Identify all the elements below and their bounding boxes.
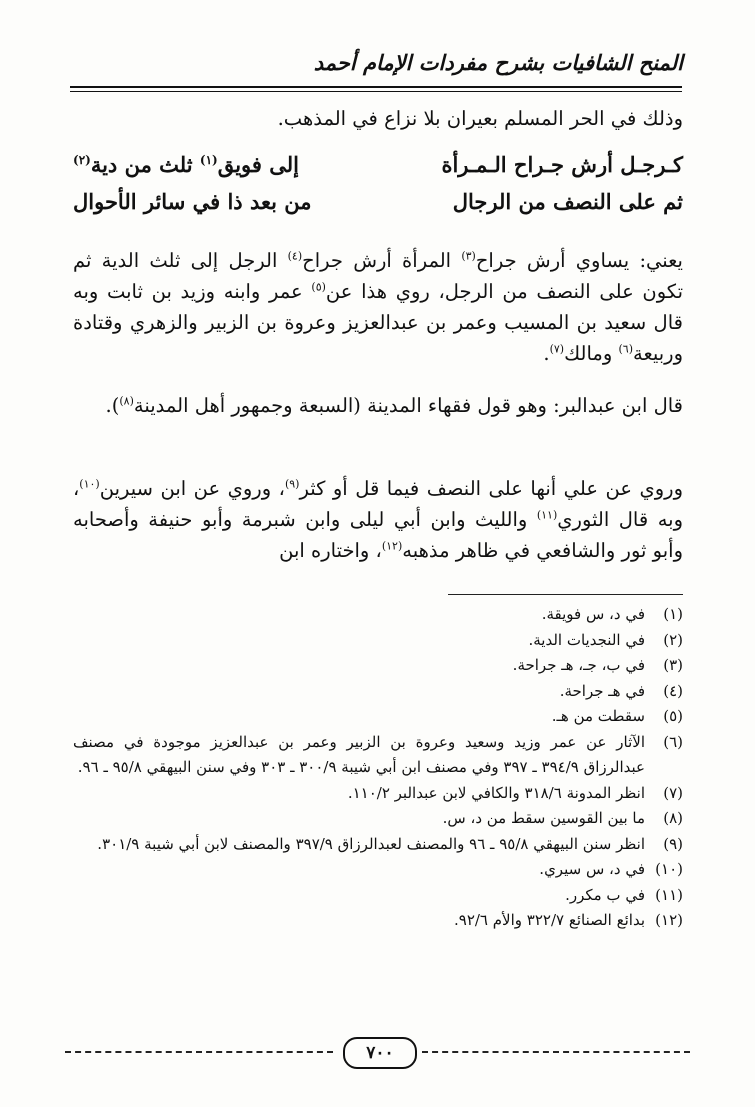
footnote-ref: (٧) bbox=[549, 342, 565, 356]
verse-2-second-hemistich: من بعد ذا في سائر الأحوال bbox=[73, 189, 312, 214]
footnote-ref: (١٢) bbox=[381, 539, 403, 553]
footnote-number: (٦) bbox=[663, 732, 683, 751]
footnote-text: في هـ جراحة. bbox=[559, 681, 645, 700]
footnote-item bbox=[73, 653, 683, 679]
footnote-ref: (١٠) bbox=[79, 477, 100, 491]
footnote-number: (٢) bbox=[663, 630, 683, 649]
footnote-number: (٥) bbox=[663, 707, 683, 725]
footnote-number: (٨) bbox=[663, 809, 683, 827]
footnote-number: (١٢) bbox=[655, 911, 683, 929]
footnote-separator bbox=[448, 594, 683, 595]
footnote-text: انظر سنن البيهقي ٩٥/٨ ـ ٩٦ والمصنف لعبدالرزاق ٣٩٧/٩ والمصنف لابن أبي شيبة ٣٠١/٩. bbox=[97, 834, 645, 853]
verse-1-first-hemistich: كـرجـل أرش جـراح الـمـرأة bbox=[441, 152, 683, 177]
footer-dashes-right bbox=[422, 1051, 690, 1053]
footnote-item bbox=[73, 908, 683, 934]
footnote-ref: (٤) bbox=[287, 249, 303, 263]
footnote-ref: (٨) bbox=[119, 394, 134, 408]
footnote-number: (٣) bbox=[663, 656, 683, 674]
footnote-text: في د، س فويقة. bbox=[541, 605, 645, 623]
footnote-item bbox=[73, 602, 683, 628]
footnote-number: (٧) bbox=[663, 783, 683, 802]
footnote-ref: (١) bbox=[199, 153, 218, 167]
footnote-item bbox=[73, 704, 683, 730]
footnotes-list bbox=[73, 602, 683, 934]
narration-paragraph: وروي عن علي أنها على النصف فيما قل أو كثر$^{(٩)}$، وروي عن ابن سيرين$^{(١٠)}$، وبه قال الثوري$^{(١١)}$ والليث وابن أبي ليلى وابن شبرمة وأبو حنيفة وأصحابه وأبو ثور والشافعي في ظاهر مذهبه$^{(١٢)}$، واختاره ابن bbox=[73, 477, 684, 562]
footnote-item bbox=[73, 883, 683, 909]
footnote-ref: (٦) bbox=[618, 342, 633, 356]
footnote-ref: (٢) bbox=[73, 153, 91, 167]
verse-line-1 bbox=[73, 152, 683, 184]
footnote-text: ما بين القوسين سقط من د، س. bbox=[442, 809, 645, 827]
footer-dashes-left bbox=[65, 1051, 333, 1053]
verse-line-2 bbox=[73, 189, 683, 221]
footnote-item bbox=[73, 730, 683, 781]
footnote-text: سقطت من هـ. bbox=[551, 707, 645, 725]
footnote-item bbox=[73, 679, 683, 705]
footnote-text: في ب مكرر. bbox=[565, 885, 645, 904]
header-rule-thin bbox=[70, 91, 682, 92]
footnote-number: (١٠) bbox=[655, 860, 683, 878]
footnote-item bbox=[73, 857, 683, 883]
commentary-paragraph: يعني: يساوي أرش جراح$^{(٣)}$ المرأة أرش جراح$^{(٤)}$ الرجل إلى ثلث الدية ثم تكون على النصف من الرجل، روي هذا عن$^{(٥)}$ عمر وابنه وزيد بن ثابت وبه قال سعيد بن المسيب وعمر بن عبدالعزيز وعروة بن الزبير والزهري وقتادة وربيعة$^{(٦)}$ ومالك$^{(٧)}$. bbox=[73, 249, 683, 365]
footnote-text: في ب، جـ، هـ جراحة. bbox=[512, 656, 645, 674]
footnote-ref: (٥) bbox=[311, 280, 326, 294]
footnote-item bbox=[73, 781, 683, 807]
footnote-ref: (٣) bbox=[461, 249, 476, 263]
intro-paragraph: وذلك في الحر المسلم بعيران بلا نزاع في المذهب. bbox=[277, 107, 683, 130]
header-rule bbox=[70, 86, 682, 88]
running-header-title: المنح الشافيات بشرح مفردات الإمام أحمد bbox=[313, 50, 683, 75]
footnote-item bbox=[73, 832, 683, 858]
footnote-number: (١١) bbox=[655, 885, 683, 904]
footnote-ref: (١١) bbox=[536, 508, 558, 522]
verse-1-second-hemistich: إلى فويق$^{(١)}$ ثلث من دية$^{(٢)}$ bbox=[73, 152, 299, 177]
footnote-number: (١) bbox=[663, 605, 683, 623]
footnote-text: بدائع الصنائع ٣٢٢/٧ والأم ٩٢/٦. bbox=[453, 911, 645, 929]
footnote-text: انظر المدونة ٣١٨/٦ والكافي لابن عبدالبر ١١٠/٢. bbox=[347, 783, 645, 802]
page-number: ٧٠٠ bbox=[343, 1037, 417, 1069]
quote-paragraph: قال ابن عبدالبر: وهو قول فقهاء المدينة (السبعة وجمهور أهل المدينة$^{(٨)}$). bbox=[105, 394, 683, 417]
footnote-number: (٤) bbox=[663, 681, 683, 700]
verse-2-first-hemistich: ثم على النصف من الرجال bbox=[452, 189, 683, 214]
footnote-text: في د، س سيري. bbox=[539, 860, 645, 878]
footnote-text: في النجديات الدية. bbox=[528, 630, 645, 649]
footnote-item bbox=[73, 628, 683, 654]
footnote-number: (٩) bbox=[663, 834, 683, 853]
footnote-ref: (٩) bbox=[284, 477, 300, 491]
page-footer bbox=[65, 1035, 690, 1069]
footnote-item bbox=[73, 806, 683, 832]
footnote-text: الآثار عن عمر وزيد وسعيد وعروة بن الزبير وعمر بن عبدالعزيز موجودة في مصنف عبدالرزاق ٣٩٤/٩ ـ ٣٩٧ وفي مصنف ابن أبي شيبة ٣٠٠/٩ ـ ٣٠٣ وفي سنن البيهقي ٩٥/٨ ـ ٩٦. bbox=[73, 732, 645, 776]
